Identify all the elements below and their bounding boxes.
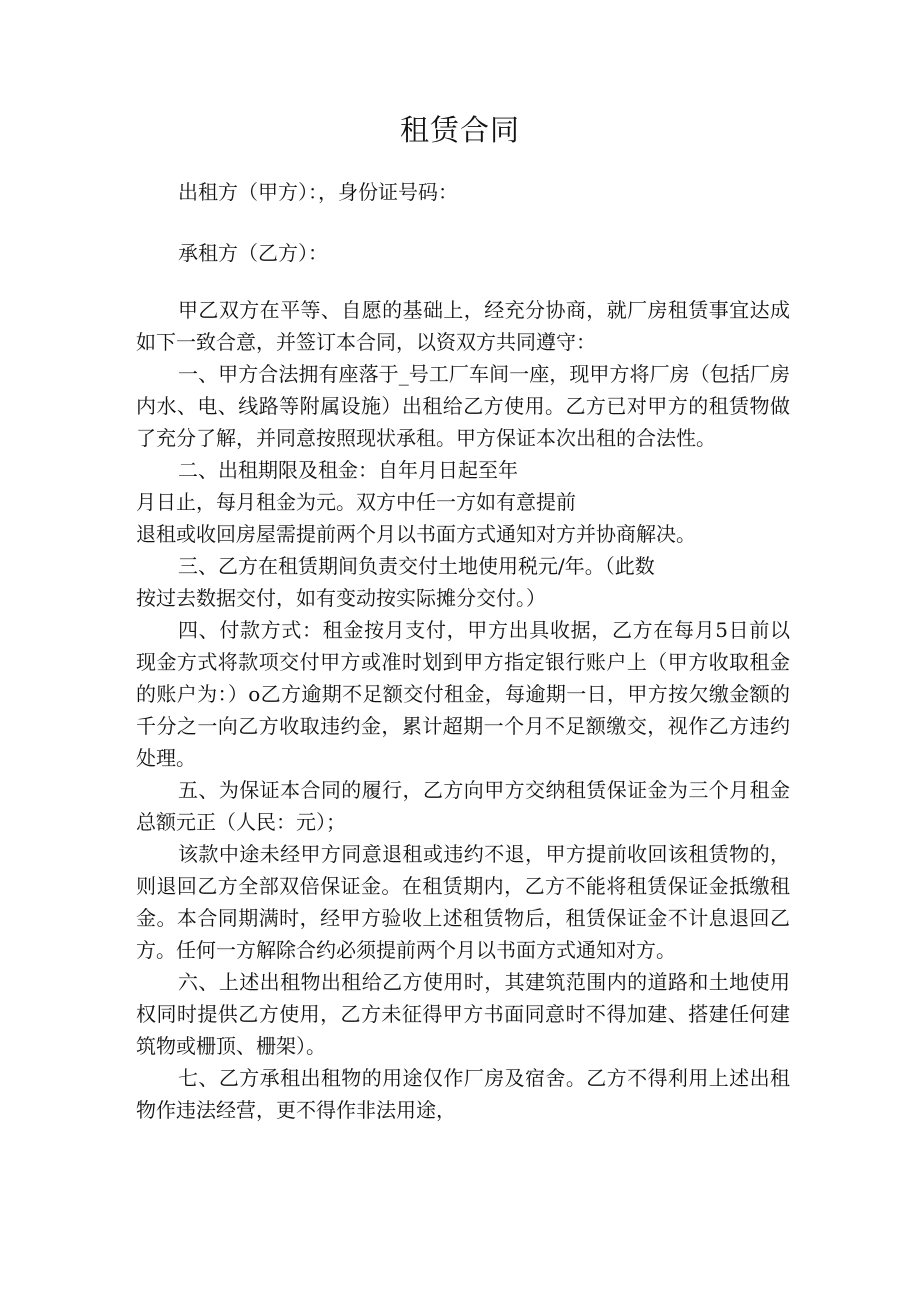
paragraph-clause-3 [136, 550, 790, 614]
paragraph-clause-7: 七、乙方承租出租物的用途仅作厂房及宿舍。乙方不得利用上述出租物作违法经营，更不得作非法用途， [136, 1066, 790, 1122]
paragraph-clause-2 [136, 454, 790, 550]
lessee-line: 承租方（乙方）： [178, 241, 328, 265]
contract-body [136, 294, 790, 1126]
paragraph-clause-6: 六、上述出租物出租给乙方使用时，其建筑范围内的道路和土地使用权同时提供乙方使用，乙方未征得甲方书面同意时不得加建、搭建任何建筑物或栅顶、栅架）。 [136, 970, 790, 1058]
paragraph-intro: 甲乙双方在平等、自愿的基础上，经充分协商，就厂房租赁事宜达成如下一致合意，并签订本合同，以资双方共同遵守： [136, 298, 790, 354]
paragraph-line: 退租或收回房屋需提前两个月以书面方式通知对方并协商解决。 [136, 522, 696, 546]
paragraph-clause-4: 四、付款方式：租金按月支付，甲方出具收据，乙方在每月5日前以现金方式将款项交付甲方或准时划到甲方指定银行账户上（甲方收取租金的账户为：）o乙方逾期不足额交付租金，每逾期一日，甲方按欠缴金额的千分之一向乙方收取违约金，累计超期一个月不足额缴交，视作乙方违约处理。 [136, 618, 790, 770]
paragraph-clause-5: 五、为保证本合同的履行，乙方向甲方交纳租赁保证金为三个月租金总额元正（人民：元）； [136, 778, 790, 834]
paragraph-line: 三、乙方在租赁期间负责交付土地使用税元/年。（此数 [178, 554, 655, 578]
paragraph-deposit-terms: 该款中途未经甲方同意退租或违约不退，甲方提前收回该租赁物的，则退回乙方全部双倍保证金。在租赁期内，乙方不能将租赁保证金抵缴租金。本合同期满时，经甲方验收上述租赁物后，租赁保证金不计息退回乙方。任何一方解除合约必须提前两个月以书面方式通知对方。 [136, 842, 790, 962]
paragraph-line: 二、出租期限及租金：自年月日起至年 [178, 458, 518, 482]
paragraph-line: 按过去数据交付，如有变动按实际摊分交付。） [136, 586, 546, 610]
lessor-line: 出租方（甲方）：，身份证号码： [178, 180, 458, 204]
document-title: 租赁合同 [399, 113, 520, 147]
paragraph-clause-1: 一、甲方合法拥有座落于_号工厂车间一座，现甲方将厂房（包括厂房内水、电、线路等附属设施）出租给乙方使用。乙方已对甲方的租赁物做了充分了解，并同意按照现状承租。甲方保证本次出租的合法性。 [136, 362, 790, 450]
paragraph-line: 月日止，每月租金为元。双方中任一方如有意提前 [136, 490, 576, 514]
